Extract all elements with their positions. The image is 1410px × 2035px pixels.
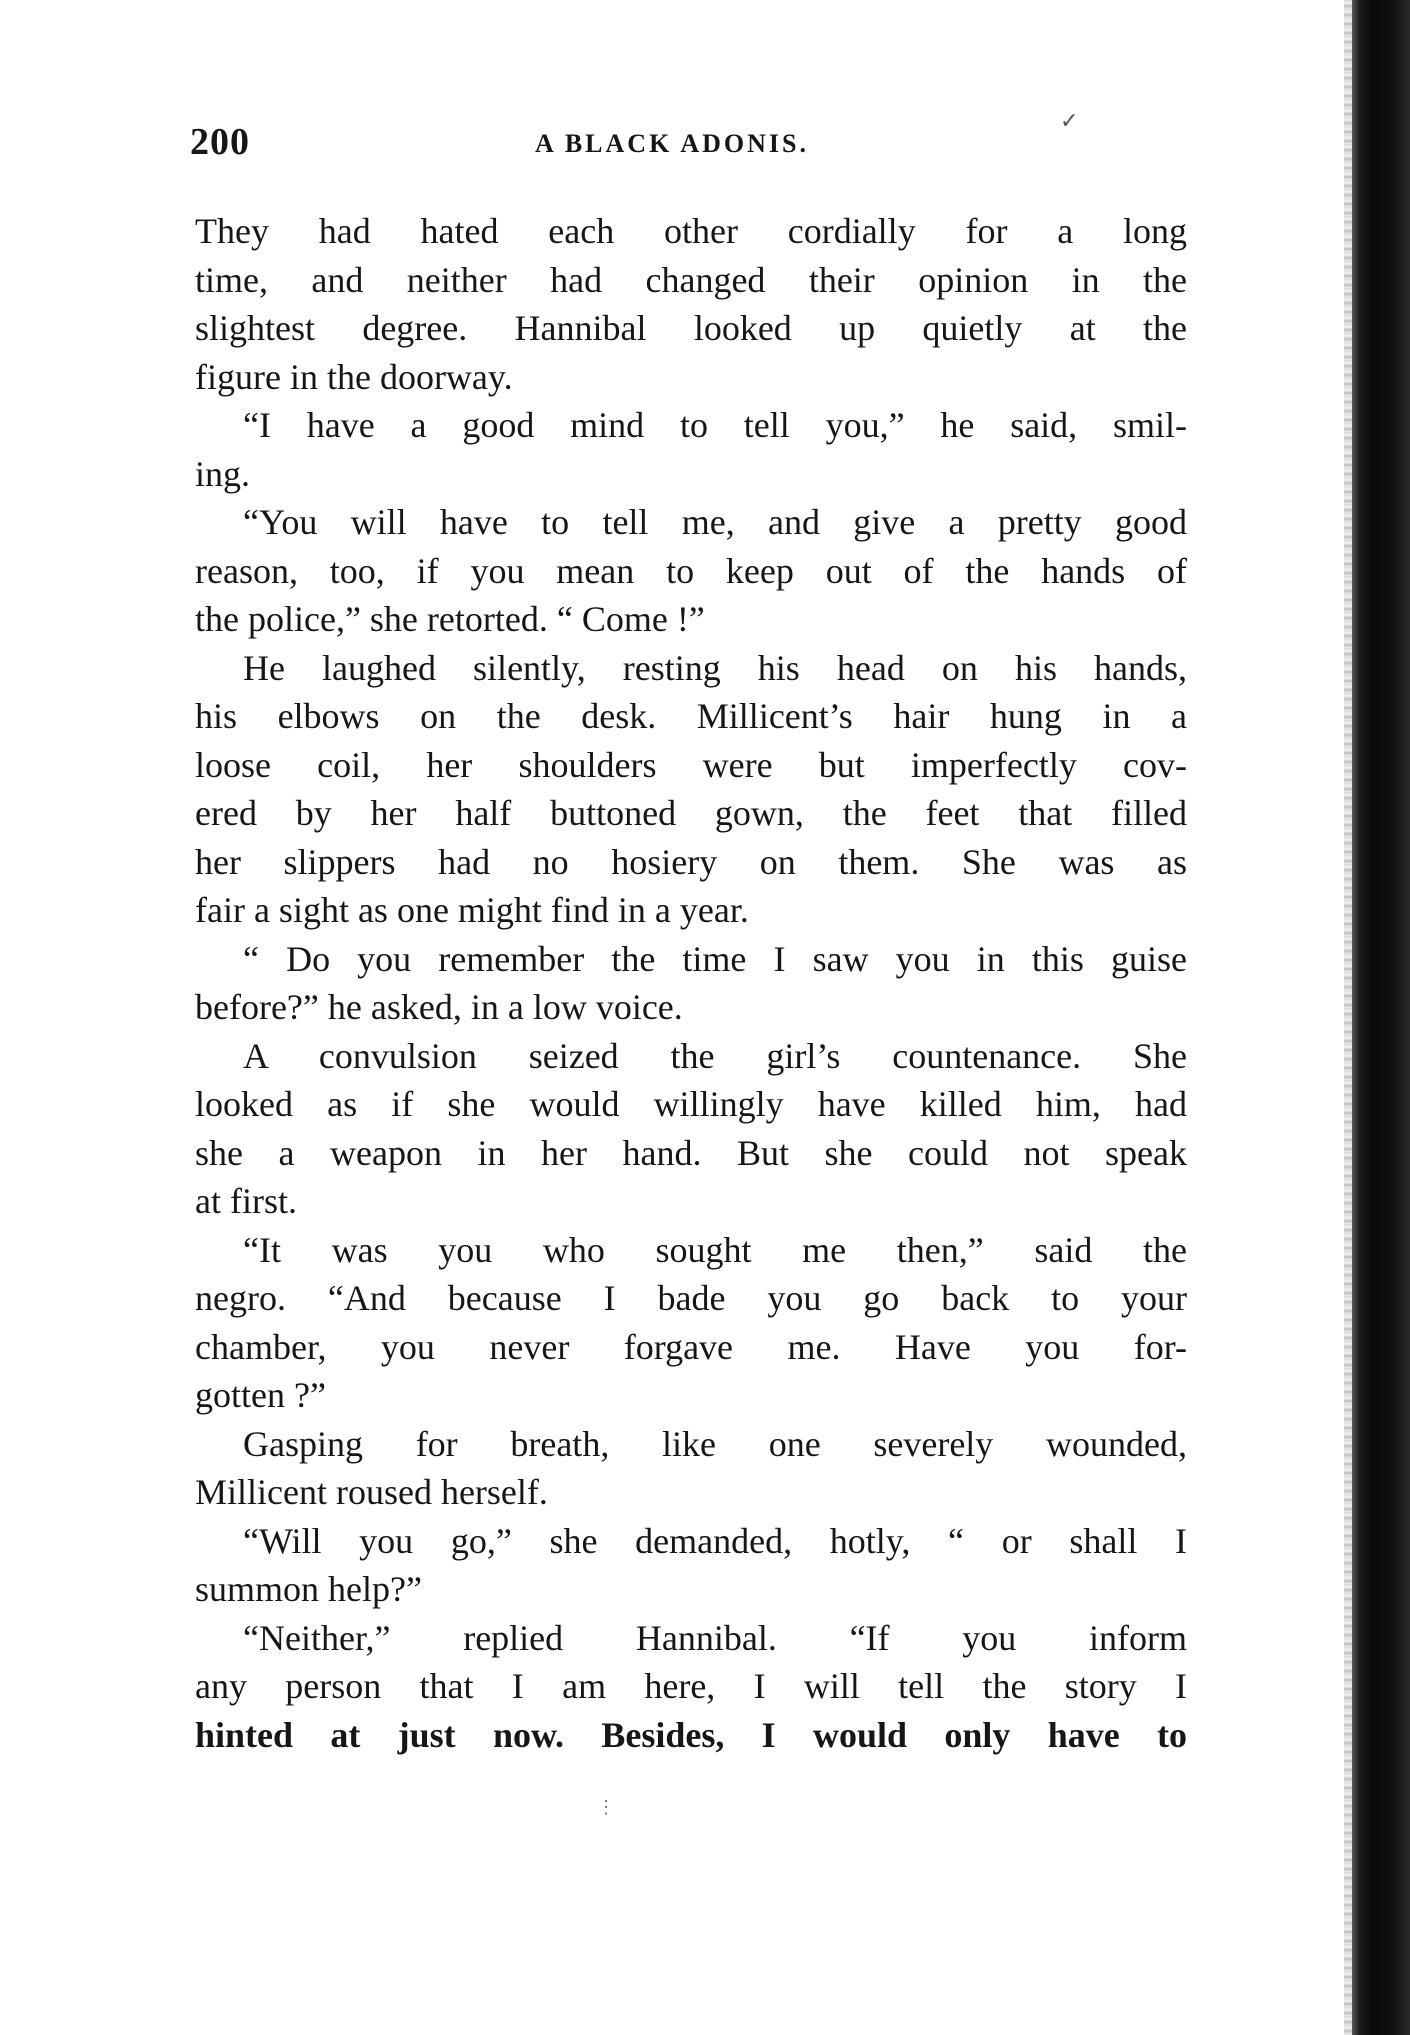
running-head <box>190 108 1190 170</box>
text-line: “Neither,” replied Hannibal. “If you inform <box>243 1617 1187 1658</box>
text-line: “It was you who sought me then,” said the <box>243 1229 1187 1270</box>
text-line: A convulsion seized the girl’s countenance. She <box>243 1035 1187 1076</box>
text-line: “I have a good mind to tell you,” he said, smil- <box>243 405 1187 445</box>
text-line: loose coil, her shoulders were but imperfectly cov- <box>195 744 1187 785</box>
text-line: gotten ?” <box>195 1375 326 1415</box>
text-line: she a weapon in her hand. But she could not speak <box>195 1132 1187 1173</box>
text-line: before?” he asked, in a low voice. <box>195 987 683 1027</box>
text-line: his elbows on the desk. Millicent’s hair hung in a <box>195 696 1187 736</box>
page-edge <box>1344 0 1352 2035</box>
text-line: “You will have to tell me, and give a pretty good <box>243 502 1187 542</box>
text-line: the police,” she retorted. “ Come !” <box>195 599 705 639</box>
text-line: summon help?” <box>195 1569 422 1609</box>
text-line: any person that I am here, I will tell the story I <box>195 1666 1187 1706</box>
text-line: time, and neither had changed their opinion in the <box>195 259 1187 300</box>
text-line: ing. <box>195 453 251 494</box>
text-line: ered by her half buttoned gown, the feet that filled <box>195 793 1187 833</box>
text-line: They had hated each other cordially for a long <box>195 211 1187 251</box>
text-line: hinted at just now. Besides, I would only have to <box>195 1714 1187 1755</box>
text-line: chamber, you never forgave me. Have you for- <box>195 1326 1187 1367</box>
text-line: fair a sight as one might find in a year. <box>195 890 749 930</box>
text-line: her slippers had no hosiery on them. She was as <box>195 841 1187 882</box>
text-line: Gasping for breath, like one severely wounded, <box>243 1423 1187 1464</box>
text-line: Millicent roused herself. <box>195 1472 548 1512</box>
text-line: “Will you go,” she demanded, hotly, “ or shall I <box>243 1520 1187 1561</box>
pencil-mark: ✓ <box>1060 108 1079 133</box>
text-line: at first. <box>195 1181 297 1221</box>
text-line: looked as if she would willingly have killed him, had <box>195 1084 1187 1124</box>
body-text <box>195 207 1187 1759</box>
text-line: He laughed silently, resting his head on his hands, <box>243 647 1187 688</box>
text-line: negro. “And because I bade you go back to your <box>195 1278 1187 1318</box>
text-line: figure in the doorway. <box>195 356 513 397</box>
page-number: 200 <box>190 121 250 163</box>
print-speck: ⋮ <box>597 1797 615 1817</box>
text-line: slightest degree. Hannibal looked up quietly at the <box>195 308 1187 348</box>
running-title: A BLACK ADONIS. <box>535 129 809 158</box>
text-line: reason, too, if you mean to keep out of the hands of <box>195 550 1187 591</box>
text-line: “ Do you remember the time I saw you in this guise <box>243 938 1187 979</box>
book-spine-shadow <box>1352 0 1410 2035</box>
